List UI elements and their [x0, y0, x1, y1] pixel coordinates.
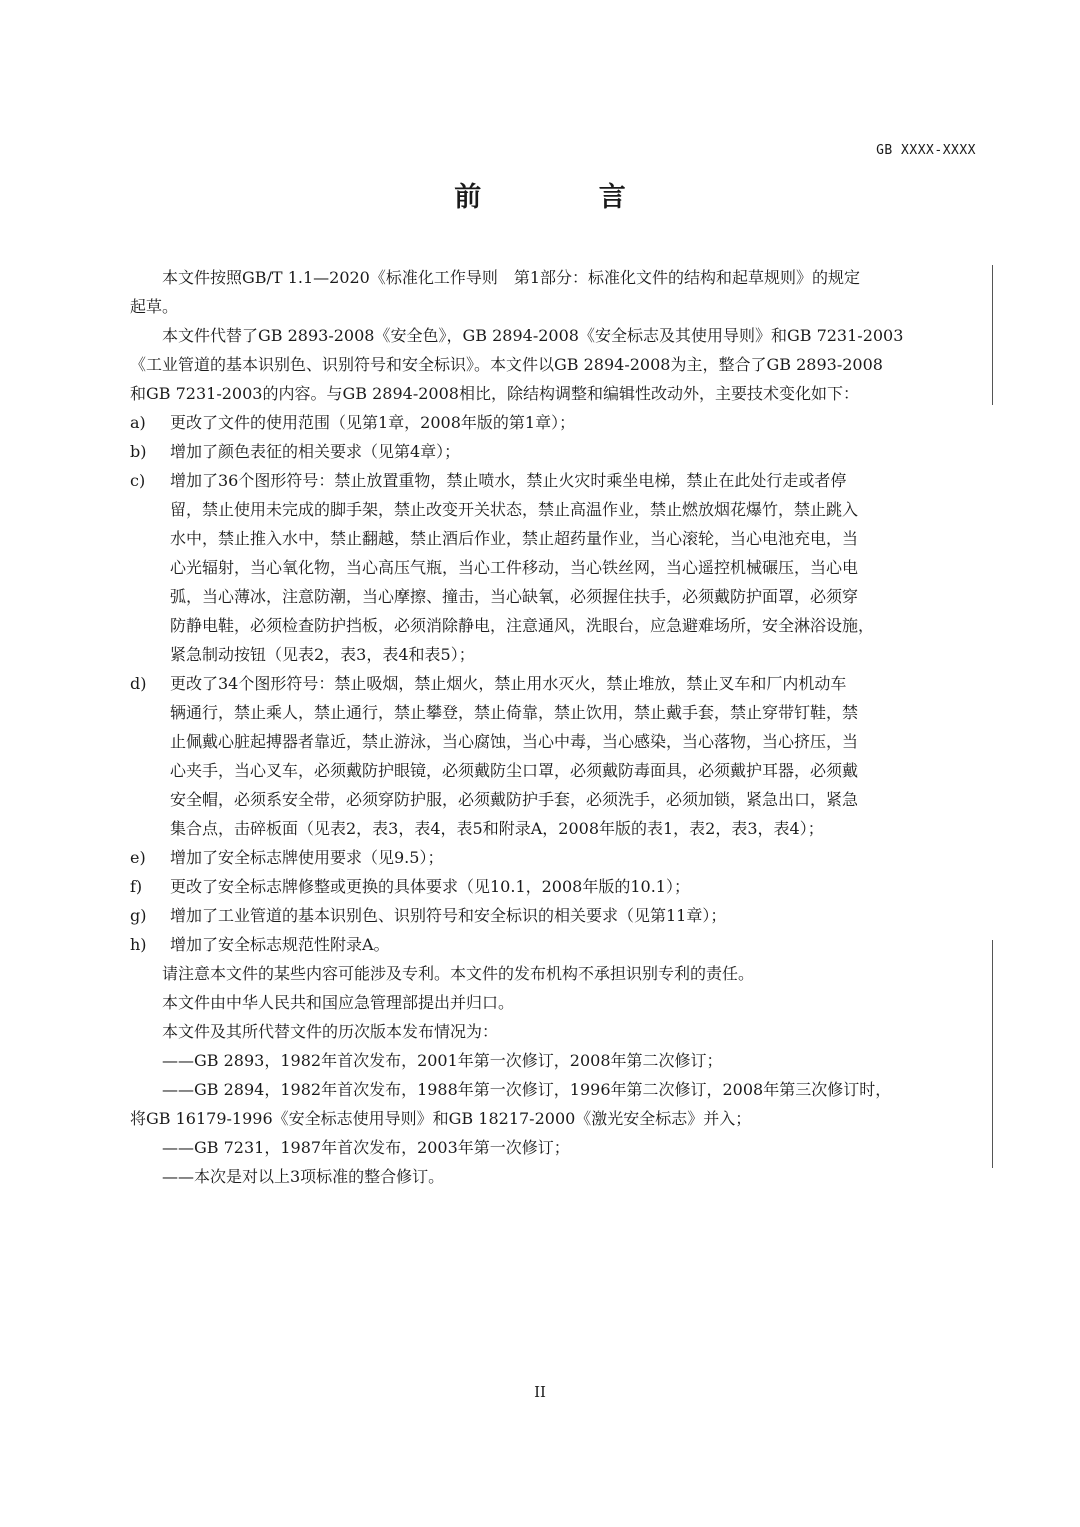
- intro-2-line-3: 和GB 7231-2003的内容。与GB 2894-2008相比，除结构调整和编辑性改动外，主要技术变化如下：: [130, 384, 859, 403]
- list-item-line: 更改了34个图形符号：禁止吸烟，禁止烟火，禁止用水灭火，禁止堆放，禁止叉车和厂内机动车: [170, 674, 847, 693]
- intro-1-line-2: 起草。: [130, 297, 179, 316]
- preface-body: [130, 263, 978, 1191]
- list-item-line: 水中，禁止推入水中，禁止翻越，禁止酒后作业，禁止超药量作业，当心滚轮，当心电池充电，当: [170, 529, 859, 548]
- list-item-line: 集合点，击碎板面（见表2，表3，表4，表5和附录A，2008年版的表1，表2，表3，表4）；: [170, 819, 824, 838]
- list-item-line: 安全帽，必须系安全带，必须穿防护服，必须戴防护手套，必须洗手，必须加锁，紧急出口，紧急: [170, 790, 859, 809]
- history-intro: 本文件及其所代替文件的历次版本发布情况为：: [162, 1022, 499, 1041]
- list-item-line: 留，禁止使用未完成的脚手架，禁止改变开关状态，禁止高温作业，禁止燃放烟花爆竹，禁止跳入: [170, 500, 859, 519]
- list-item-line: 紧急制动按钮（见表2，表3，表4和表5）；: [170, 645, 475, 664]
- list-item-line: 心夹手，当心叉车，必须戴防护眼镜，必须戴防尘口罩，必须戴防毒面具，必须戴护耳器，必须戴: [170, 761, 859, 780]
- change-list: [130, 408, 978, 959]
- list-item-line: 辆通行，禁止乘人，禁止通行，禁止攀登，禁止倚靠，禁止饮用，禁止戴手套，禁止穿带钉鞋，禁: [170, 703, 859, 722]
- list-marker: b): [130, 442, 147, 461]
- list-item: [130, 872, 978, 901]
- revision-bar-bottom: [992, 940, 993, 1168]
- list-item-line: 增加了颜色表征的相关要求（见第4章）；: [170, 442, 461, 461]
- history-gb2894: [130, 1075, 978, 1133]
- list-item: [130, 930, 978, 959]
- history-summary: ——本次是对以上3项标准的整合修订。: [162, 1167, 445, 1186]
- list-item: [130, 466, 978, 669]
- history-gb7231: ——GB 7231，1987年首次发布，2003年第一次修订；: [162, 1138, 570, 1157]
- list-item-line: 更改了文件的使用范围（见第1章，2008年版的第1章）；: [170, 413, 576, 432]
- intro-paragraph-2: [130, 321, 978, 408]
- intro-2-line-1: 本文件代替了GB 2893-2008《安全色》，GB 2894-2008《安全标志及其使用导则》和GB 7231-2003: [162, 326, 904, 345]
- patent-notice: 请注意本文件的某些内容可能涉及专利。本文件的发布机构不承担识别专利的责任。: [162, 964, 755, 983]
- list-item: [130, 843, 978, 872]
- list-marker: e): [130, 848, 146, 867]
- standard-code: GB XXXX-XXXX: [876, 143, 976, 158]
- list-item-line: 增加了安全标志牌使用要求（见9.5）；: [170, 848, 444, 867]
- history-gb2893: ——GB 2893，1982年首次发布，2001年第一次修订，2008年第二次修订；: [162, 1051, 723, 1070]
- list-item-line: 防静电鞋，必须检查防护挡板，必须消除静电，注意通风，洗眼台，应急避难场所，安全淋浴设施，: [170, 616, 875, 635]
- list-marker: a): [130, 413, 146, 432]
- list-marker: d): [130, 674, 147, 693]
- list-item-line: 更改了安全标志牌修整或更换的具体要求（见10.1，2008年版的10.1）；: [170, 877, 690, 896]
- list-item-line: 心光辐射，当心氧化物，当心高压气瓶，当心工件移动，当心铁丝网，当心遥控机械碾压，当心电: [170, 558, 859, 577]
- list-marker: h): [130, 935, 147, 954]
- page-title: 前 言: [454, 182, 680, 213]
- list-item-line: 增加了36个图形符号：禁止放置重物，禁止喷水，禁止火灾时乘坐电梯，禁止在此处行走或者停: [170, 471, 847, 490]
- list-marker: c): [130, 471, 146, 490]
- list-item-line: 增加了安全标志规范性附录A。: [170, 935, 390, 954]
- list-item: [130, 901, 978, 930]
- list-marker: f): [130, 877, 143, 896]
- history-gb2894-line-2: 将GB 16179-1996《安全标志使用导则》和GB 18217-2000《激光安全标志》并入；: [130, 1109, 752, 1128]
- intro-2-line-2: 《工业管道的基本识别色、识别符号和安全标识》。本文件以GB 2894-2008为主，整合了GB 2893-2008: [130, 355, 883, 374]
- revision-bar-top: [992, 265, 993, 405]
- list-item-line: 弧，当心薄冰，注意防潮，当心摩擦、撞击，当心缺氧，必须握住扶手，必须戴防护面罩，必须穿: [170, 587, 859, 606]
- history-gb2894-line-1: ——GB 2894，1982年首次发布，1988年第一次修订，1996年第二次修订，2008年第三次修订时，: [162, 1080, 892, 1099]
- intro-1-line-1: 本文件按照GB/T 1.1—2020《标准化工作导则 第1部分：标准化文件的结构和起草规则》的规定: [162, 268, 861, 287]
- page-number: II: [534, 1383, 546, 1401]
- list-item: [130, 437, 978, 466]
- list-item: [130, 669, 978, 843]
- proposer-statement: 本文件由中华人民共和国应急管理部提出并归口。: [162, 993, 515, 1012]
- list-item-line: 止佩戴心脏起搏器者靠近，禁止游泳，当心腐蚀，当心中毒，当心感染，当心落物，当心挤压，当: [170, 732, 859, 751]
- intro-paragraph-1: [130, 263, 978, 321]
- list-item-line: 增加了工业管道的基本识别色、识别符号和安全标识的相关要求（见第11章）；: [170, 906, 727, 925]
- list-item: [130, 408, 978, 437]
- list-marker: g): [130, 906, 147, 925]
